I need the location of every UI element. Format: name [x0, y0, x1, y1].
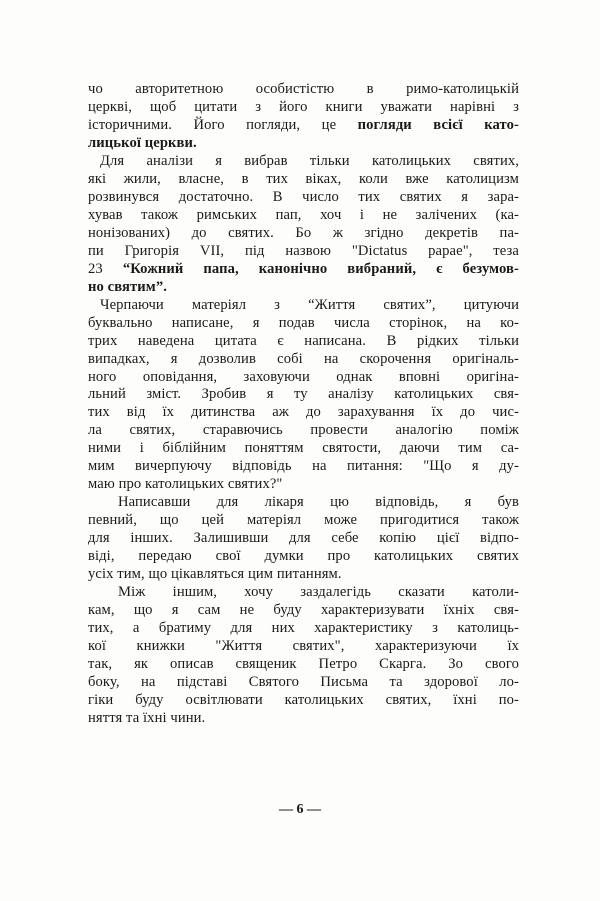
text-line: [88, 385, 519, 403]
text-line: [88, 242, 519, 260]
text-line: [100, 296, 519, 314]
text-segment: хував також римських пап, хоч і не залічених (ка-: [88, 206, 519, 223]
text-segment: трих наведена цитата є написана. В рідких тільки: [88, 332, 519, 349]
text-segment: пи Григорія VII, під назвою "Dictatus papae", теза: [88, 242, 519, 259]
text-line: [88, 565, 519, 583]
text-segment: випадках, я дозволив собі на скорочення оригіналь-: [88, 350, 519, 367]
text-segment: Між іншим, хочу заздалегідь сказати католи-: [118, 584, 519, 601]
text-line: [88, 170, 519, 188]
text-line: [88, 619, 519, 637]
text-line: [88, 547, 519, 565]
text-segment: няття та їхні чини.: [88, 709, 206, 726]
text-segment: маю про католицьких святих?": [88, 476, 283, 493]
text-segment: боку, на підставі Святого Письма та здорової ло-: [88, 674, 519, 690]
text-segment: 23: [88, 260, 123, 277]
text-segment: так, як описав священик Петро Скарга. Зо свого: [88, 656, 519, 673]
text-line: [88, 601, 519, 619]
text-line: [118, 583, 519, 601]
text-line: [88, 403, 519, 421]
text-line: [88, 368, 519, 386]
text-line: [88, 278, 519, 296]
text-line: [88, 206, 519, 224]
text-line: [88, 421, 519, 439]
text-line: [88, 116, 519, 134]
text-segment: Для аналізи я вибрав тільки католицьких святих,: [100, 152, 519, 169]
text-segment: віді, передаю свої думки про католицьких святих: [88, 548, 519, 565]
text-line: [88, 224, 519, 242]
text-line: [88, 529, 519, 547]
text-segment: кам, що я сам не буду характеризувати їхніх свя-: [88, 602, 519, 619]
text-line: [88, 314, 519, 332]
text-segment: гіки буду освітлювати католицьких святих, їхні по-: [88, 691, 519, 708]
text-segment: тих від їх дитинства аж до зарахування їх до чис-: [88, 404, 519, 421]
text-line: [88, 260, 519, 278]
text-segment: тих, а братиму для них характеристику з католиць-: [88, 620, 519, 637]
text-segment: історичними. Його погляди, це: [88, 116, 358, 133]
text-line: [118, 493, 519, 511]
text-segment: ла святих, старавючись провести аналогію поміж: [88, 422, 519, 439]
text-line: [88, 80, 519, 98]
text-segment: для інших. Залишивши для себе копію цієї відпо-: [88, 530, 519, 547]
text-line: [88, 439, 519, 457]
text-line: [88, 655, 519, 673]
text-line: [88, 332, 519, 350]
text-segment: кої книжки "Життя святих", характеризуючи їх: [88, 638, 519, 655]
page-number: — 6 —: [279, 802, 321, 817]
text-segment: мим вичерпуючу відповідь на питання: "Що я ду-: [88, 458, 519, 475]
text-segment: Написавши для лікаря цю відповідь, я був: [118, 494, 519, 511]
bold-text: но святим”.: [88, 278, 167, 295]
text-segment: які жили, власне, в тих віках, коли вже католицизм: [88, 170, 519, 187]
text-line: [88, 350, 519, 368]
bold-text: лицької церкви.: [88, 134, 197, 151]
text-segment: усіх тим, що цікавляться цим питанням.: [88, 566, 342, 583]
text-line: [88, 188, 519, 206]
bold-text: погляди всієї като-: [357, 116, 519, 133]
bold-text: “Кожний папа, канонічно вибраний, є безумов-: [122, 260, 519, 277]
text-segment: чо авторитетною особистістю в римо-католицькій: [88, 81, 519, 97]
text-line: [88, 98, 519, 116]
text-line: [88, 134, 519, 152]
text-segment: льний зміст. Зробив я ту аналізу католицьких свя-: [88, 386, 519, 403]
text-segment: церкві, щоб цитати з його книги уважати нарівні з: [88, 98, 519, 115]
text-segment: ними і біблійним поняттям святости, даючи тим са-: [88, 440, 519, 457]
text-line: [88, 673, 519, 691]
text-line: [88, 709, 519, 727]
text-line: [88, 637, 519, 655]
text-segment: розвинувся достаточно. В число тих святих я зара-: [88, 188, 519, 205]
text-segment: певний, що цей матеріял може пригодитися також: [88, 512, 519, 529]
text-line: [88, 691, 519, 709]
text-segment: нонізованих) до святих. Бо ж згідно декретів па-: [88, 224, 519, 241]
text-line: [88, 457, 519, 475]
text-segment: буквально написане, я подав числа сторінок, на ко-: [88, 314, 519, 331]
text-segment: ного оповідання, заховуючи однак вповні оригіна-: [88, 368, 519, 385]
text-line: [100, 152, 519, 170]
text-line: [88, 511, 519, 529]
text-segment: Черпаючи матеріял з “Життя святих”, цитуючи: [100, 296, 519, 313]
text-line: [88, 475, 519, 493]
